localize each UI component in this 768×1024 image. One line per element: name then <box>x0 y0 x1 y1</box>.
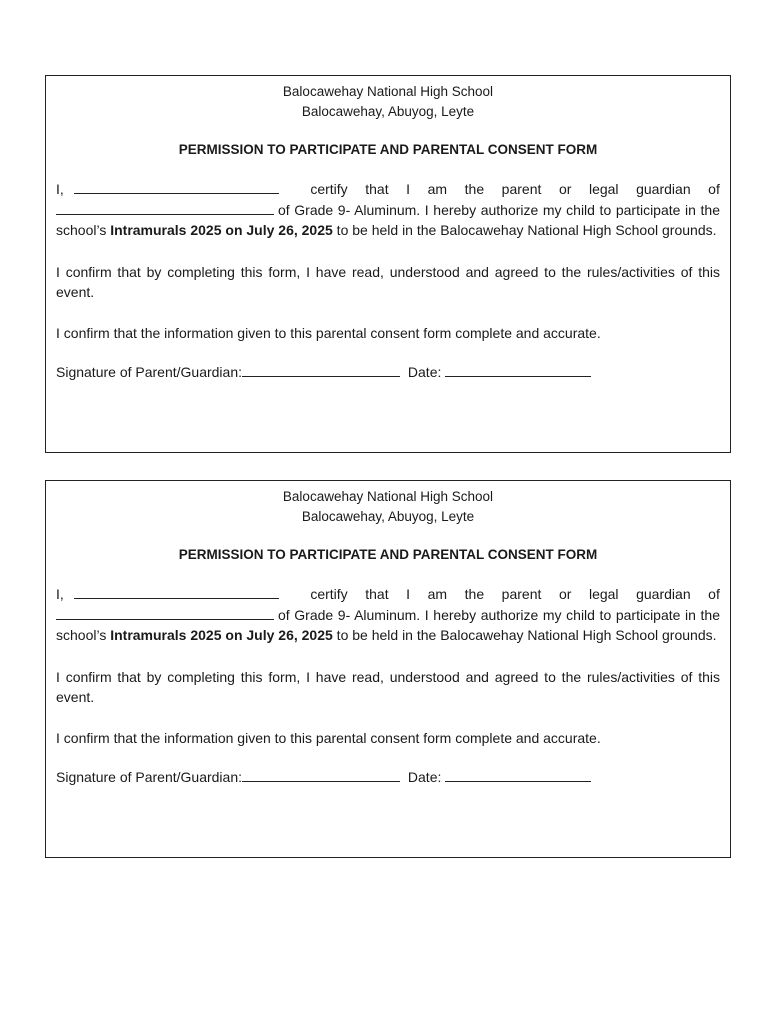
consent-form-2 <box>45 480 731 858</box>
date-blank[interactable] <box>445 364 591 377</box>
grounds-text: grounds. <box>662 627 717 643</box>
child-name-blank[interactable] <box>56 202 274 215</box>
confirm-accuracy-paragraph: I confirm that the information given to this parental consent form complete and accurate. <box>56 324 601 341</box>
school-text: the school’s <box>56 201 721 238</box>
school-text: the school’s <box>56 606 721 643</box>
consent-line-1 <box>56 584 720 605</box>
word: legal <box>588 181 619 197</box>
confirm-rules-paragraph: I confirm that by completing this form, I have read, understood and agreed to the rules/activities of this event. <box>56 668 720 705</box>
school-address: Balocawehay, Abuyog, Leyte <box>301 104 475 119</box>
confirm-accuracy-paragraph: I confirm that the information given to this parental consent form complete and accurate. <box>56 729 601 746</box>
child-name-blank[interactable] <box>56 607 274 620</box>
signature-line <box>56 767 720 788</box>
signature-label: Signature of Parent/Guardian: <box>56 769 243 785</box>
date-label: Date: <box>407 364 442 380</box>
grade-text: of Grade 9- Aluminum. I hereby authorize my child to participate in <box>278 201 696 218</box>
word: guardian <box>636 586 691 602</box>
consent-paragraph <box>56 584 720 646</box>
form-title: PERMISSION TO PARTICIPATE AND PARENTAL CONSENT FORM <box>178 547 598 562</box>
word: am <box>427 181 448 197</box>
consent-line-1 <box>56 179 720 200</box>
venue-text: to be held in the Balocawehay National High School <box>332 627 659 643</box>
confirm-rules-paragraph: I confirm that by completing this form, I have read, understood and agreed to the rules/activities of this event. <box>56 263 720 300</box>
word: the <box>464 181 485 197</box>
word: guardian <box>636 181 691 197</box>
word: legal <box>588 586 619 602</box>
consent-form-1 <box>45 75 731 453</box>
word: certify <box>310 181 348 197</box>
word: I <box>406 586 411 602</box>
grade-text: of Grade 9- Aluminum. I hereby authorize my child to participate in <box>278 606 696 623</box>
grounds-text: grounds. <box>662 222 717 238</box>
consent-text <box>56 605 720 646</box>
date-label: Date: <box>407 769 442 785</box>
word: of <box>708 586 720 602</box>
word: am <box>427 586 448 602</box>
signature-blank[interactable] <box>242 769 400 782</box>
word: or <box>558 181 572 197</box>
pronoun-i: I, <box>56 586 64 602</box>
school-name: Balocawehay National High School <box>282 84 494 99</box>
word: or <box>558 586 572 602</box>
form-title: PERMISSION TO PARTICIPATE AND PARENTAL CONSENT FORM <box>178 142 598 157</box>
word: parent <box>501 586 542 602</box>
school-name: Balocawehay National High School <box>282 489 494 504</box>
word: of <box>708 181 720 197</box>
pronoun-i: I, <box>56 181 64 197</box>
word: I <box>406 181 411 197</box>
word: parent <box>501 181 542 197</box>
venue-text: to be held in the Balocawehay National High School <box>332 222 659 238</box>
word: the <box>464 586 485 602</box>
parent-name-blank[interactable] <box>74 181 279 194</box>
date-blank[interactable] <box>445 769 591 782</box>
word: that <box>365 181 389 197</box>
signature-label: Signature of Parent/Guardian: <box>56 364 243 380</box>
school-address: Balocawehay, Abuyog, Leyte <box>301 509 475 524</box>
event-name: Intramurals 2025 on July 26, 2025 <box>110 627 333 643</box>
event-name: Intramurals 2025 on July 26, 2025 <box>110 222 333 238</box>
consent-text <box>56 200 720 241</box>
word: that <box>365 586 389 602</box>
signature-blank[interactable] <box>242 364 400 377</box>
consent-paragraph <box>56 179 720 241</box>
word: certify <box>310 586 348 602</box>
parent-name-blank[interactable] <box>74 586 279 599</box>
signature-line <box>56 362 720 383</box>
